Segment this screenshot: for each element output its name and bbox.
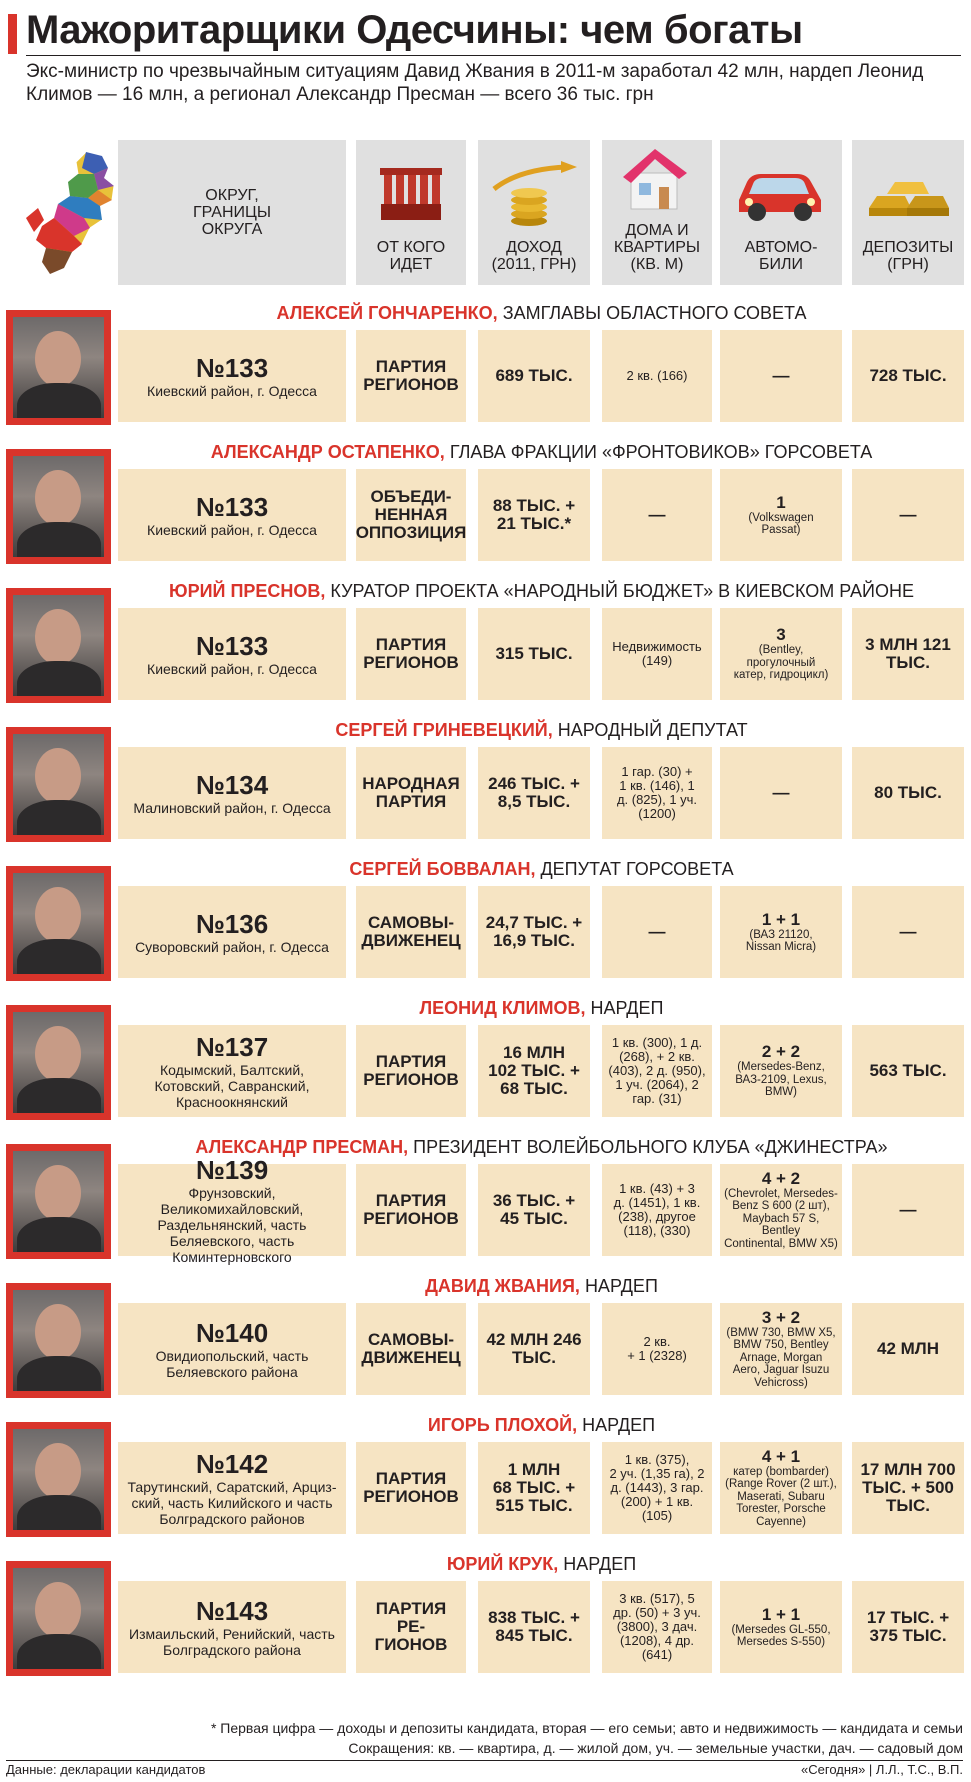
candidate-role: ДЕПУТАТ ГОРСОВЕТА — [540, 859, 734, 879]
cell-income — [478, 469, 590, 561]
candidate-row — [0, 856, 971, 991]
cell-party — [356, 469, 466, 561]
column-header-autos-label: АВТОМО- БИЛИ — [744, 239, 818, 273]
cell-autos — [720, 747, 842, 839]
candidate-photo — [6, 1561, 111, 1676]
autos-value: 2 + 2 — [761, 1042, 801, 1062]
column-header-homes — [602, 140, 712, 285]
cell-homes — [602, 469, 712, 561]
income-value: 838 ТЫС. + 845 ТЫС. — [488, 1608, 580, 1645]
cell-party — [356, 608, 466, 700]
autos-note: катер (bombarder) (Range Rover (2 шт.), Maserati, Subaru Torester, Porsche Cayenne) — [725, 1465, 837, 1528]
column-header-okrug-label: ОКРУГ, ГРАНИЦЫ ОКРУГА — [193, 187, 271, 238]
okrug-district: Тарутинский, Саратский, Арциз-ский, часть Килийского и часть Болградского районов — [127, 1479, 337, 1527]
cell-okrug — [118, 1581, 346, 1673]
homes-value: 1 кв. (375), 2 уч. (1,35 га), 2 д. (1443), 3 гар. (200) + 1 кв. (105) — [609, 1452, 705, 1523]
column-header-autos — [720, 140, 842, 285]
portrait-image — [13, 1151, 104, 1252]
column-header-income — [478, 140, 590, 285]
autos-value: 4 + 2 — [761, 1168, 801, 1188]
portrait-image — [13, 1290, 104, 1391]
cell-homes — [602, 747, 712, 839]
okrug-district: Овидиопольский, часть Беляевского района — [155, 1348, 309, 1380]
cell-autos — [720, 1025, 842, 1117]
candidate-photo — [6, 727, 111, 842]
cell-deposits — [852, 330, 964, 422]
cell-party — [356, 1442, 466, 1534]
title-accent-bar — [8, 14, 17, 54]
income-value: 42 МЛН 246 ТЫС. — [486, 1330, 582, 1367]
cell-autos — [720, 330, 842, 422]
income-value: 36 ТЫС. + 45 ТЫС. — [492, 1191, 576, 1228]
cell-income — [478, 1164, 590, 1256]
cell-okrug — [118, 608, 346, 700]
candidate-role: НАРДЕП — [582, 1415, 656, 1435]
deposits-value: 3 МЛН 121 ТЫС. — [865, 635, 951, 672]
income-value: 1 МЛН 68 ТЫС. + 515 ТЫС. — [492, 1460, 576, 1515]
cell-income — [478, 330, 590, 422]
portrait-image — [13, 1429, 104, 1530]
page-title: Мажоритарщики Одесчины: чем богаты — [26, 8, 803, 52]
candidate-name-line — [120, 1553, 963, 1575]
portrait-image — [13, 1012, 104, 1113]
okrug-number: №143 — [195, 1596, 269, 1626]
cell-homes — [602, 608, 712, 700]
party-value: ПАРТИЯ РЕГИОНОВ — [363, 1191, 459, 1228]
cell-homes — [602, 1581, 712, 1673]
cell-homes — [602, 886, 712, 978]
homes-value: 2 кв. (166) — [626, 368, 688, 383]
candidate-name: СЕРГЕЙ ГРИНЕВЕЦКИЙ, — [335, 720, 553, 740]
deposits-value: 728 ТЫС. — [869, 366, 947, 385]
candidate-row — [0, 1551, 971, 1686]
candidate-photo — [6, 1005, 111, 1120]
cell-okrug — [118, 1155, 346, 1265]
candidate-role: КУРАТОР ПРОЕКТА «НАРОДНЫЙ БЮДЖЕТ» В КИЕВСКОМ РАЙОНЕ — [330, 581, 914, 601]
candidate-row — [0, 578, 971, 713]
autos-note: (Chevrolet, Mersedes- Benz S 600 (2 шт), Maybach 57 S, Bentley Continental, BMW X5) — [724, 1187, 838, 1250]
okrug-number: №142 — [195, 1449, 269, 1479]
candidate-role: НАРДЕП — [563, 1554, 637, 1574]
autos-note: (Volkswagen Passat) — [748, 511, 814, 536]
cell-homes — [602, 330, 712, 422]
cell-autos — [720, 608, 842, 700]
candidate-name-line — [120, 858, 963, 880]
homes-value: — — [648, 505, 666, 524]
okrug-number: №136 — [195, 909, 269, 939]
cell-okrug — [118, 469, 346, 561]
column-header-deposits-label: ДЕПОЗИТЫ (ГРН) — [862, 239, 954, 273]
party-value: ПАРТИЯ РЕГИОНОВ — [363, 357, 459, 394]
candidate-role: НАРОДНЫЙ ДЕПУТАТ — [557, 720, 748, 740]
autos-note: (BMW 730, BMW X5, BMW 750, Bentley Arnage, Morgan Aero, Jaguar Isuzu Vehicross) — [726, 1326, 836, 1389]
candidate-row — [0, 995, 971, 1130]
okrug-district: Киевский район, г. Одесса — [147, 383, 317, 399]
okrug-district: Измаильский, Ренийский, часть Болградского района — [129, 1626, 335, 1658]
cell-party — [356, 1025, 466, 1117]
cell-okrug — [118, 747, 346, 839]
cell-autos — [720, 1303, 842, 1395]
cell-income — [478, 1025, 590, 1117]
okrug-number: №137 — [195, 1032, 269, 1062]
cell-okrug — [118, 1442, 346, 1534]
autos-note: (Bentley, прогулочный катер, гидроцикл) — [733, 644, 829, 682]
candidate-name-line — [120, 1275, 963, 1297]
cell-autos — [720, 886, 842, 978]
candidate-row — [0, 439, 971, 574]
candidate-name: АЛЕКСАНДР ОСТАПЕНКО, — [210, 442, 445, 462]
cell-homes — [602, 1164, 712, 1256]
okrug-district: Суворовский район, г. Одесса — [135, 939, 329, 955]
candidate-row — [0, 1134, 971, 1269]
homes-value: 2 кв. + 1 (2328) — [627, 1334, 687, 1363]
income-value: 16 МЛН 102 ТЫС. + 68 ТЫС. — [488, 1043, 580, 1098]
okrug-number: №133 — [195, 353, 269, 383]
cell-party — [356, 330, 466, 422]
car-icon — [720, 155, 842, 233]
okrug-district: Кодымский, Балтский, Котовский, Савранский, Красноокнянский — [154, 1062, 310, 1110]
candidate-name-line — [120, 997, 963, 1019]
candidate-role: ПРЕЗИДЕНТ ВОЛЕЙБОЛЬНОГО КЛУБА «ДЖИНЕСТРА» — [413, 1137, 888, 1157]
candidate-name: ЮРИЙ КРУК, — [446, 1554, 559, 1574]
gold-bars-icon — [852, 155, 964, 233]
income-value: 88 ТЫС. + 21 ТЫС.* — [492, 496, 576, 533]
cell-income — [478, 1442, 590, 1534]
okrug-number: №140 — [195, 1318, 269, 1348]
cell-homes — [602, 1442, 712, 1534]
cell-party — [356, 747, 466, 839]
income-value: 315 ТЫС. — [495, 644, 573, 663]
candidate-row — [0, 717, 971, 852]
cell-deposits — [852, 608, 964, 700]
candidate-name: СЕРГЕЙ БОВВАЛАН, — [349, 859, 536, 879]
page-subtitle: Экс-министр по чрезвычайным ситуациям Давид Жвания в 2011-м заработал 42 млн, нардеп Леонид Климов — 16 млн, а регионал Александр Пресман — всего 36 тыс. грн — [26, 61, 924, 105]
cell-deposits — [852, 1442, 964, 1534]
cell-autos — [720, 1164, 842, 1256]
portrait-image — [13, 456, 104, 557]
income-value: 246 ТЫС. + 8,5 ТЫС. — [488, 774, 580, 811]
okrug-number: №133 — [195, 492, 269, 522]
cell-deposits — [852, 747, 964, 839]
candidate-row — [0, 1273, 971, 1408]
column-header-party-label: ОТ КОГО ИДЕТ — [376, 239, 446, 273]
candidate-photo — [6, 1144, 111, 1259]
party-value: ПАРТИЯ РЕГИОНОВ — [363, 1052, 459, 1089]
party-value: ПАРТИЯ РЕГИОНОВ — [363, 1469, 459, 1506]
footnote-figures: * Первая цифра — доходы и депозиты кандидата, вторая — его семьи; авто и недвижимость — кандидата и семьи — [210, 1720, 963, 1736]
homes-value: — — [648, 922, 666, 941]
cell-autos — [720, 469, 842, 561]
candidate-name-line — [120, 719, 963, 741]
candidate-row — [0, 1412, 971, 1547]
candidate-name: АЛЕКСАНДР ПРЕСМАН, — [195, 1137, 409, 1157]
cell-homes — [602, 1025, 712, 1117]
party-value: НАРОДНАЯ ПАРТИЯ — [362, 774, 460, 811]
cell-deposits — [852, 886, 964, 978]
portrait-image — [13, 317, 104, 418]
candidate-role: НАРДЕП — [590, 998, 664, 1018]
autos-value: — — [772, 783, 790, 802]
okrug-district: Киевский район, г. Одесса — [147, 661, 317, 677]
column-header-income-label: ДОХОД (2011, ГРН) — [491, 239, 577, 273]
deposits-value: 17 МЛН 700 ТЫС. + 500 ТЫС. — [860, 1460, 956, 1515]
cell-deposits — [852, 1581, 964, 1673]
cell-homes — [602, 1303, 712, 1395]
odessa-region-map-icon — [24, 148, 124, 278]
candidate-photo — [6, 1283, 111, 1398]
candidate-name-line — [120, 580, 963, 602]
portrait-image — [13, 1568, 104, 1669]
cell-deposits — [852, 1025, 964, 1117]
cell-income — [478, 1303, 590, 1395]
candidate-photo — [6, 588, 111, 703]
homes-value: 1 гар. (30) + 1 кв. (146), 1 д. (825), 1 уч. (1200) — [616, 764, 698, 821]
coins-icon — [478, 155, 590, 233]
candidate-name-line — [120, 441, 963, 463]
candidate-role: ГЛАВА ФРАКЦИИ «ФРОНТОВИКОВ» ГОРСОВЕТА — [449, 442, 873, 462]
cell-deposits — [852, 469, 964, 561]
autos-value: 3 — [776, 625, 786, 645]
autos-note: (Mersedes GL-550, Mersedes S-550) — [731, 1623, 831, 1648]
column-header-deposits — [852, 140, 964, 285]
cell-income — [478, 747, 590, 839]
candidate-name: ИГОРЬ ПЛОХОЙ, — [427, 1415, 578, 1435]
portrait-image — [13, 734, 104, 835]
autos-note: (Mersedes-Benz, ВАЗ-2109, Lexus, BMW) — [735, 1061, 827, 1099]
autos-value: 1 + 1 — [761, 909, 801, 929]
autos-value: 1 + 1 — [761, 1604, 801, 1624]
deposits-value: — — [899, 922, 917, 941]
cell-income — [478, 608, 590, 700]
candidate-name: ДАВИД ЖВАНИЯ, — [425, 1276, 580, 1296]
portrait-image — [13, 873, 104, 974]
okrug-number: №134 — [195, 770, 269, 800]
homes-value: Недвижимость (149) — [612, 639, 702, 668]
candidate-role: НАРДЕП — [584, 1276, 658, 1296]
income-value: 689 ТЫС. — [495, 366, 573, 385]
column-header-homes-label: ДОМА И КВАРТИРЫ (КВ. М) — [613, 222, 701, 273]
okrug-number: №133 — [195, 631, 269, 661]
autos-value: — — [772, 366, 790, 385]
footnote-abbreviations: Сокращения: кв. — квартира, д. — жилой дом, уч. — земельные участки, дач. — садовый дом — [348, 1740, 963, 1756]
cell-income — [478, 1581, 590, 1673]
cell-okrug — [118, 330, 346, 422]
deposits-value: 563 ТЫС. — [869, 1061, 947, 1080]
candidate-name: ЛЕОНИД КЛИМОВ, — [419, 998, 586, 1018]
deposits-value: 17 ТЫС. + 375 ТЫС. — [866, 1608, 950, 1645]
source-note: Данные: декларации кандидатов — [6, 1762, 206, 1777]
cell-autos — [720, 1442, 842, 1534]
homes-value: 3 кв. (517), 5 др. (50) + 3 уч. (3800), 3 дач. (1208), 4 др. (641) — [613, 1591, 701, 1662]
cell-party — [356, 1303, 466, 1395]
candidate-name: АЛЕКСЕЙ ГОНЧАРЕНКО, — [276, 303, 498, 323]
portrait-image — [13, 595, 104, 696]
deposits-value: 42 МЛН — [877, 1339, 939, 1358]
candidate-row — [0, 300, 971, 435]
autos-value: 3 + 2 — [761, 1307, 801, 1327]
party-value: САМОВЫ- ДВИЖЕНЕЦ — [361, 1330, 461, 1367]
party-value: ОБЪЕДИ- НЕННАЯ ОППОЗИЦИЯ — [355, 487, 467, 542]
cell-income — [478, 886, 590, 978]
okrug-district: Киевский район, г. Одесса — [147, 522, 317, 538]
deposits-value: — — [899, 505, 917, 524]
okrug-district: Малиновский район, г. Одесса — [133, 800, 331, 816]
cell-okrug — [118, 1303, 346, 1395]
column-header-okrug — [118, 140, 346, 285]
cell-okrug — [118, 1025, 346, 1117]
candidate-photo — [6, 310, 111, 425]
cell-party — [356, 1581, 466, 1673]
party-value: САМОВЫ- ДВИЖЕНЕЦ — [361, 913, 461, 950]
candidate-name: ЮРИЙ ПРЕСНОВ, — [169, 581, 326, 601]
autos-value: 4 + 1 — [761, 1446, 801, 1466]
candidate-photo — [6, 866, 111, 981]
title-divider — [26, 55, 961, 56]
deposits-value: — — [899, 1200, 917, 1219]
autos-value: 1 — [776, 492, 786, 512]
party-value: ПАРТИЯ РЕГИОНОВ — [363, 635, 459, 672]
autos-note: (ВАЗ 21120, Nissan Micra) — [745, 928, 817, 953]
deposits-value: 80 ТЫС. — [874, 783, 942, 802]
candidate-photo — [6, 1422, 111, 1537]
okrug-district: Фрунзовский, Великомихайловский, Раздельнянский, часть Беляевского, часть Коминтерновского — [157, 1185, 307, 1265]
cell-party — [356, 1164, 466, 1256]
cell-deposits — [852, 1164, 964, 1256]
candidate-name-line — [120, 1414, 963, 1436]
credit-note: «Сегодня» | Л.Л., Т.С., В.П. — [801, 1762, 963, 1777]
homes-value: 1 кв. (43) + 3 д. (1451), 1 кв. (238), другое (118), (330) — [613, 1181, 701, 1238]
footer-divider — [6, 1760, 963, 1761]
candidate-role: ЗАМГЛАВЫ ОБЛАСТНОГО СОВЕТА — [502, 303, 807, 323]
party-value: ПАРТИЯ РЕ- ГИОНОВ — [374, 1599, 448, 1654]
cell-deposits — [852, 1303, 964, 1395]
okrug-number: №139 — [195, 1155, 269, 1185]
candidate-photo — [6, 449, 111, 564]
house-icon — [602, 140, 712, 216]
candidate-name-line — [120, 302, 963, 324]
income-value: 24,7 ТЫС. + 16,9 ТЫС. — [485, 913, 583, 950]
cell-okrug — [118, 886, 346, 978]
cell-autos — [720, 1581, 842, 1673]
homes-value: 1 кв. (300), 1 д. (268), + 2 кв. (403), 2 д. (950), 1 уч. (2064), 2 гар. (31) — [608, 1035, 706, 1106]
cell-party — [356, 886, 466, 978]
